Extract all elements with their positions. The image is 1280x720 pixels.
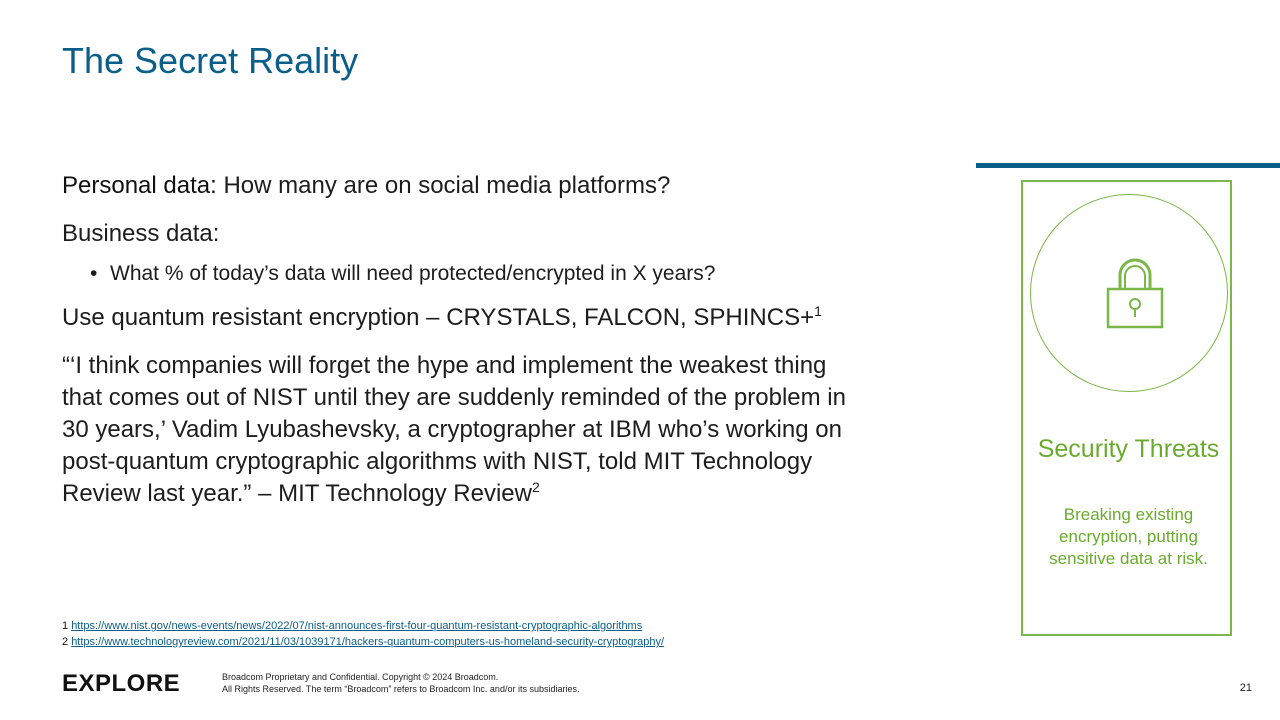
legal-notice [222,671,579,695]
personal-data-label: Personal data: [62,172,217,199]
slide-title: The Secret Reality [62,40,359,81]
padlock-icon [1106,255,1164,331]
explore-logo: EXPLORE [62,670,181,697]
footnotes [62,618,664,650]
card-title: Security Threats [1037,435,1220,463]
side-divider [976,163,1280,168]
footnote-2 [62,634,664,650]
legal-line-2: All Rights Reserved. The term “Broadcom” refers to Broadcom Inc. and/or its subsidiaries. [222,684,580,694]
bullet-text: What % of today’s data will need protected/encrypted in X years? [110,262,716,285]
footnote-number: 2 [62,636,69,648]
security-threats-card [1021,180,1232,636]
footnote-link-2[interactable]: https://www.technologyreview.com/2021/11/03/1039171/hackers-quantum-computers-us-homeland-security-cryptography/ [71,636,665,648]
slide-body [62,170,922,510]
page-number: 21 [1239,682,1252,694]
footnote-1 [62,618,664,634]
quantum-encryption-line [62,302,862,334]
footnote-ref-2: 2 [531,479,540,495]
business-data-label: Business data: [62,220,220,247]
card-description: Breaking existing encryption, putting sensitive data at risk. [1049,505,1208,568]
footnote-link-1[interactable]: https://www.nist.gov/news-events/news/2022/07/nist-announces-first-four-quantum-resistant-cryptographic-algorithms [71,620,643,632]
quantum-encryption-text: Use quantum resistant encryption – CRYSTALS, FALCON, SPHINCS+ [62,304,815,331]
footnote-ref-1: 1 [814,303,822,319]
legal-line-1: Broadcom Proprietary and Confidential. Copyright © 2024 Broadcom. [222,672,499,682]
icon-circle [1030,194,1228,392]
quote-paragraph [62,350,862,510]
personal-data-line [62,170,922,202]
bullet-item [90,260,922,288]
footnote-number: 1 [62,620,69,632]
personal-data-text: How many are on social media platforms? [216,172,671,199]
quote-text: “‘I think companies will forget the hype and implement the weakest thing that comes out of NIST until they are suddenly reminded of the problem in 30 years,’ Vadim Lyubashevsky, a cryptographer at IBM who’s working on post-quantum cryptographic algorithms with NIST, told MIT Technology Review last year.” – MIT Technology Review [62,352,846,507]
bullet-dot-icon: • [90,262,98,285]
